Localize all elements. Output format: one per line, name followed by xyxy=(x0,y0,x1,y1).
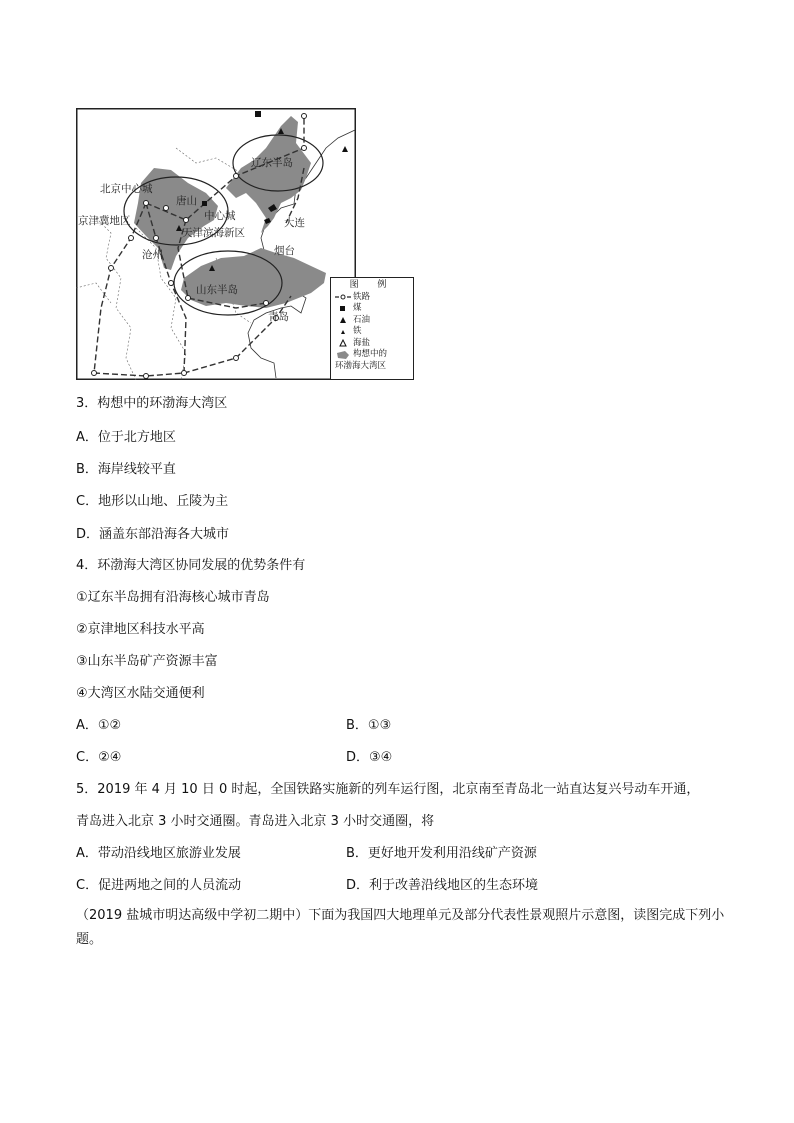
q4-option-b[interactable]: B．①③ xyxy=(346,718,392,733)
label-yantai: 烟台 xyxy=(274,245,295,257)
legend-label: 海盐 xyxy=(353,337,371,348)
bohai-map xyxy=(76,108,356,380)
coal-icon xyxy=(255,111,261,117)
oil-icon xyxy=(335,315,351,325)
legend-label: 煤 xyxy=(353,303,362,313)
legend-label: 铁路 xyxy=(353,291,371,302)
q5-option-c[interactable]: C．促进两地之间的人员流动 xyxy=(76,878,242,893)
q4-option-d[interactable]: D．③④ xyxy=(346,750,393,765)
q5-option-b[interactable]: B．更好地开发利用沿线矿产资源 xyxy=(346,846,537,861)
q4-option-a[interactable]: A．①② xyxy=(76,718,122,733)
q3-option-d[interactable]: D．涵盖东部沿海各大城市 xyxy=(76,527,230,542)
legend-title: 图 例 xyxy=(349,280,395,290)
q3-option-b[interactable]: B．海岸线较平直 xyxy=(76,462,176,477)
label-shandong: 山东半岛 xyxy=(196,284,238,296)
label-center: 中心城 xyxy=(204,210,236,222)
label-beijing: 北京中心城 xyxy=(100,183,153,195)
label-tianjin: 天津滨海新区 xyxy=(182,227,245,239)
legend-oil xyxy=(331,315,413,327)
coal-icon xyxy=(335,304,351,314)
legend-bay-2 xyxy=(331,361,413,373)
railway-icon xyxy=(335,292,351,302)
bay-region-icon xyxy=(335,350,351,360)
label-liaodong: 辽东半岛 xyxy=(251,157,293,169)
question-5-stem-line-2: 青岛进入北京 3 小时交通圈。青岛进入北京 3 小时交通圈，将 xyxy=(76,814,435,829)
legend-salt xyxy=(331,338,413,350)
label-dalian: 大连 xyxy=(284,217,305,229)
section-intro: （2019 盐城市明达高级中学初二期中）下面为我国四大地理单元及部分代表性景观照片示意图，读图完成下列小题。 xyxy=(76,908,725,947)
iron-icon xyxy=(335,327,351,337)
question-4-stem: 4．环渤海大湾区协同发展的优势条件有 xyxy=(76,558,306,573)
legend-iron xyxy=(331,326,413,338)
question-3-stem: 3．构想中的环渤海大湾区 xyxy=(76,396,228,411)
q4-item-3: ③山东半岛矿产资源丰富 xyxy=(76,654,218,669)
label-jingjinji: 京津冀地区 xyxy=(78,215,131,227)
q5-option-a[interactable]: A．带动沿线地区旅游业发展 xyxy=(76,846,241,861)
q4-option-c[interactable]: C．②④ xyxy=(76,750,122,765)
legend-label: 构想中的 xyxy=(353,349,388,359)
legend-label: 石油 xyxy=(353,314,371,325)
label-tangshan: 唐山 xyxy=(176,195,197,207)
label-qingdao: 青岛 xyxy=(268,311,289,323)
q3-option-c[interactable]: C．地形以山地、丘陵为主 xyxy=(76,494,229,509)
salt-icon xyxy=(335,338,351,348)
q4-item-4: ④大湾区水陆交通便利 xyxy=(76,686,205,701)
q4-item-1: ①辽东半岛拥有沿海核心城市青岛 xyxy=(76,590,270,605)
question-5-stem-line-1: 5．2019 年 4 月 10 日 0 时起，全国铁路实施新的列车运行图，北京南至青岛北一站直达复兴号动车开通， xyxy=(76,782,700,797)
q4-item-2: ②京津地区科技水平高 xyxy=(76,622,205,637)
label-cangzhou: 沧州 xyxy=(142,249,163,261)
legend-coal xyxy=(331,303,413,315)
legend-label: 环渤海大湾区 xyxy=(335,360,387,371)
coal-icon xyxy=(202,201,207,206)
legend-label: 铁 xyxy=(353,326,362,336)
map-legend xyxy=(330,277,414,380)
q5-option-d[interactable]: D．利于改善沿线地区的生态环境 xyxy=(346,878,539,893)
legend-railway xyxy=(331,292,413,304)
q3-option-a[interactable]: A．位于北方地区 xyxy=(76,430,176,445)
legend-bay xyxy=(331,349,413,361)
